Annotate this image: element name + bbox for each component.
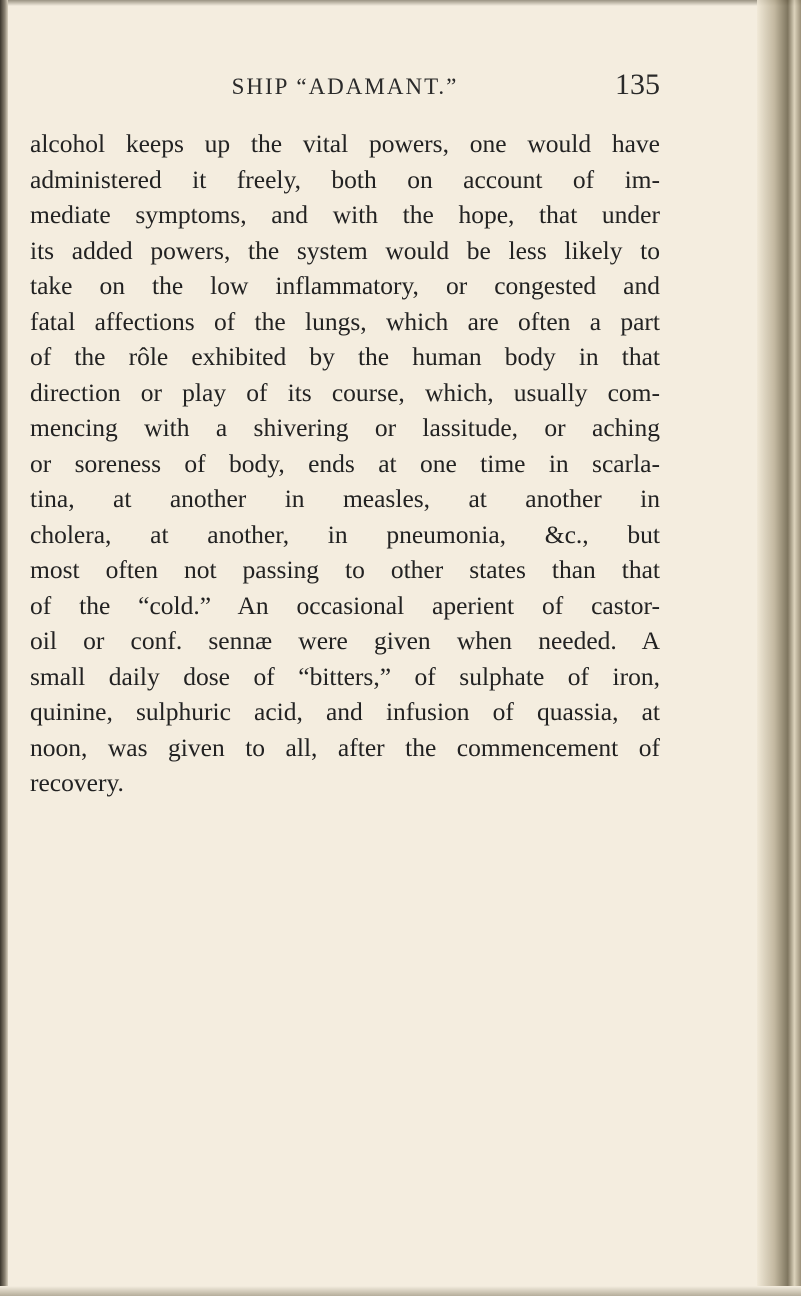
text-line: take on the low inflammatory, or congested and (30, 271, 660, 300)
page-right-edge (757, 0, 801, 1296)
text-line: most often not passing to other states than that (30, 555, 660, 584)
page-left-edge (0, 0, 8, 1296)
page-number: 135 (615, 68, 660, 101)
text-line: fatal affections of the lungs, which are often a part (30, 306, 660, 336)
text-line: administered it freely, both on account of im- (30, 164, 660, 194)
text-line: cholera, at another, in pneumonia, &c., but (30, 519, 660, 549)
text-line: oil or conf. sennæ were given when needed. A (30, 626, 660, 655)
text-line: small daily dose of “bitters,” of sulphate of iron, (30, 661, 660, 691)
text-line: mediate symptoms, and with the hope, that under (30, 200, 660, 229)
text-line: or soreness of body, ends at one time in scarla- (30, 448, 660, 478)
text-line: of the rôle exhibited by the human body in that (30, 342, 660, 371)
text-line: of the “cold.” An occasional aperient of castor- (30, 590, 660, 620)
text-line: alcohol keeps up the vital powers, one would have (30, 129, 660, 158)
text-line: recovery. (30, 768, 124, 797)
text-line: tina, at another in measles, at another in (30, 484, 660, 513)
text-line: noon, was given to all, after the commencement of (30, 732, 660, 762)
text-line: quinine, sulphuric acid, and infusion of quassia, at (30, 697, 660, 726)
body-text (30, 126, 660, 801)
running-head (30, 68, 660, 108)
running-head-title: SHIP “ADAMANT.” (231, 74, 459, 99)
text-line: mencing with a shivering or lassitude, or aching (30, 413, 660, 442)
page-top-edge (0, 0, 801, 6)
text-line: its added powers, the system would be less likely to (30, 235, 660, 265)
text-line: direction or play of its course, which, usually com- (30, 377, 660, 407)
page-bottom-edge (0, 1286, 801, 1296)
